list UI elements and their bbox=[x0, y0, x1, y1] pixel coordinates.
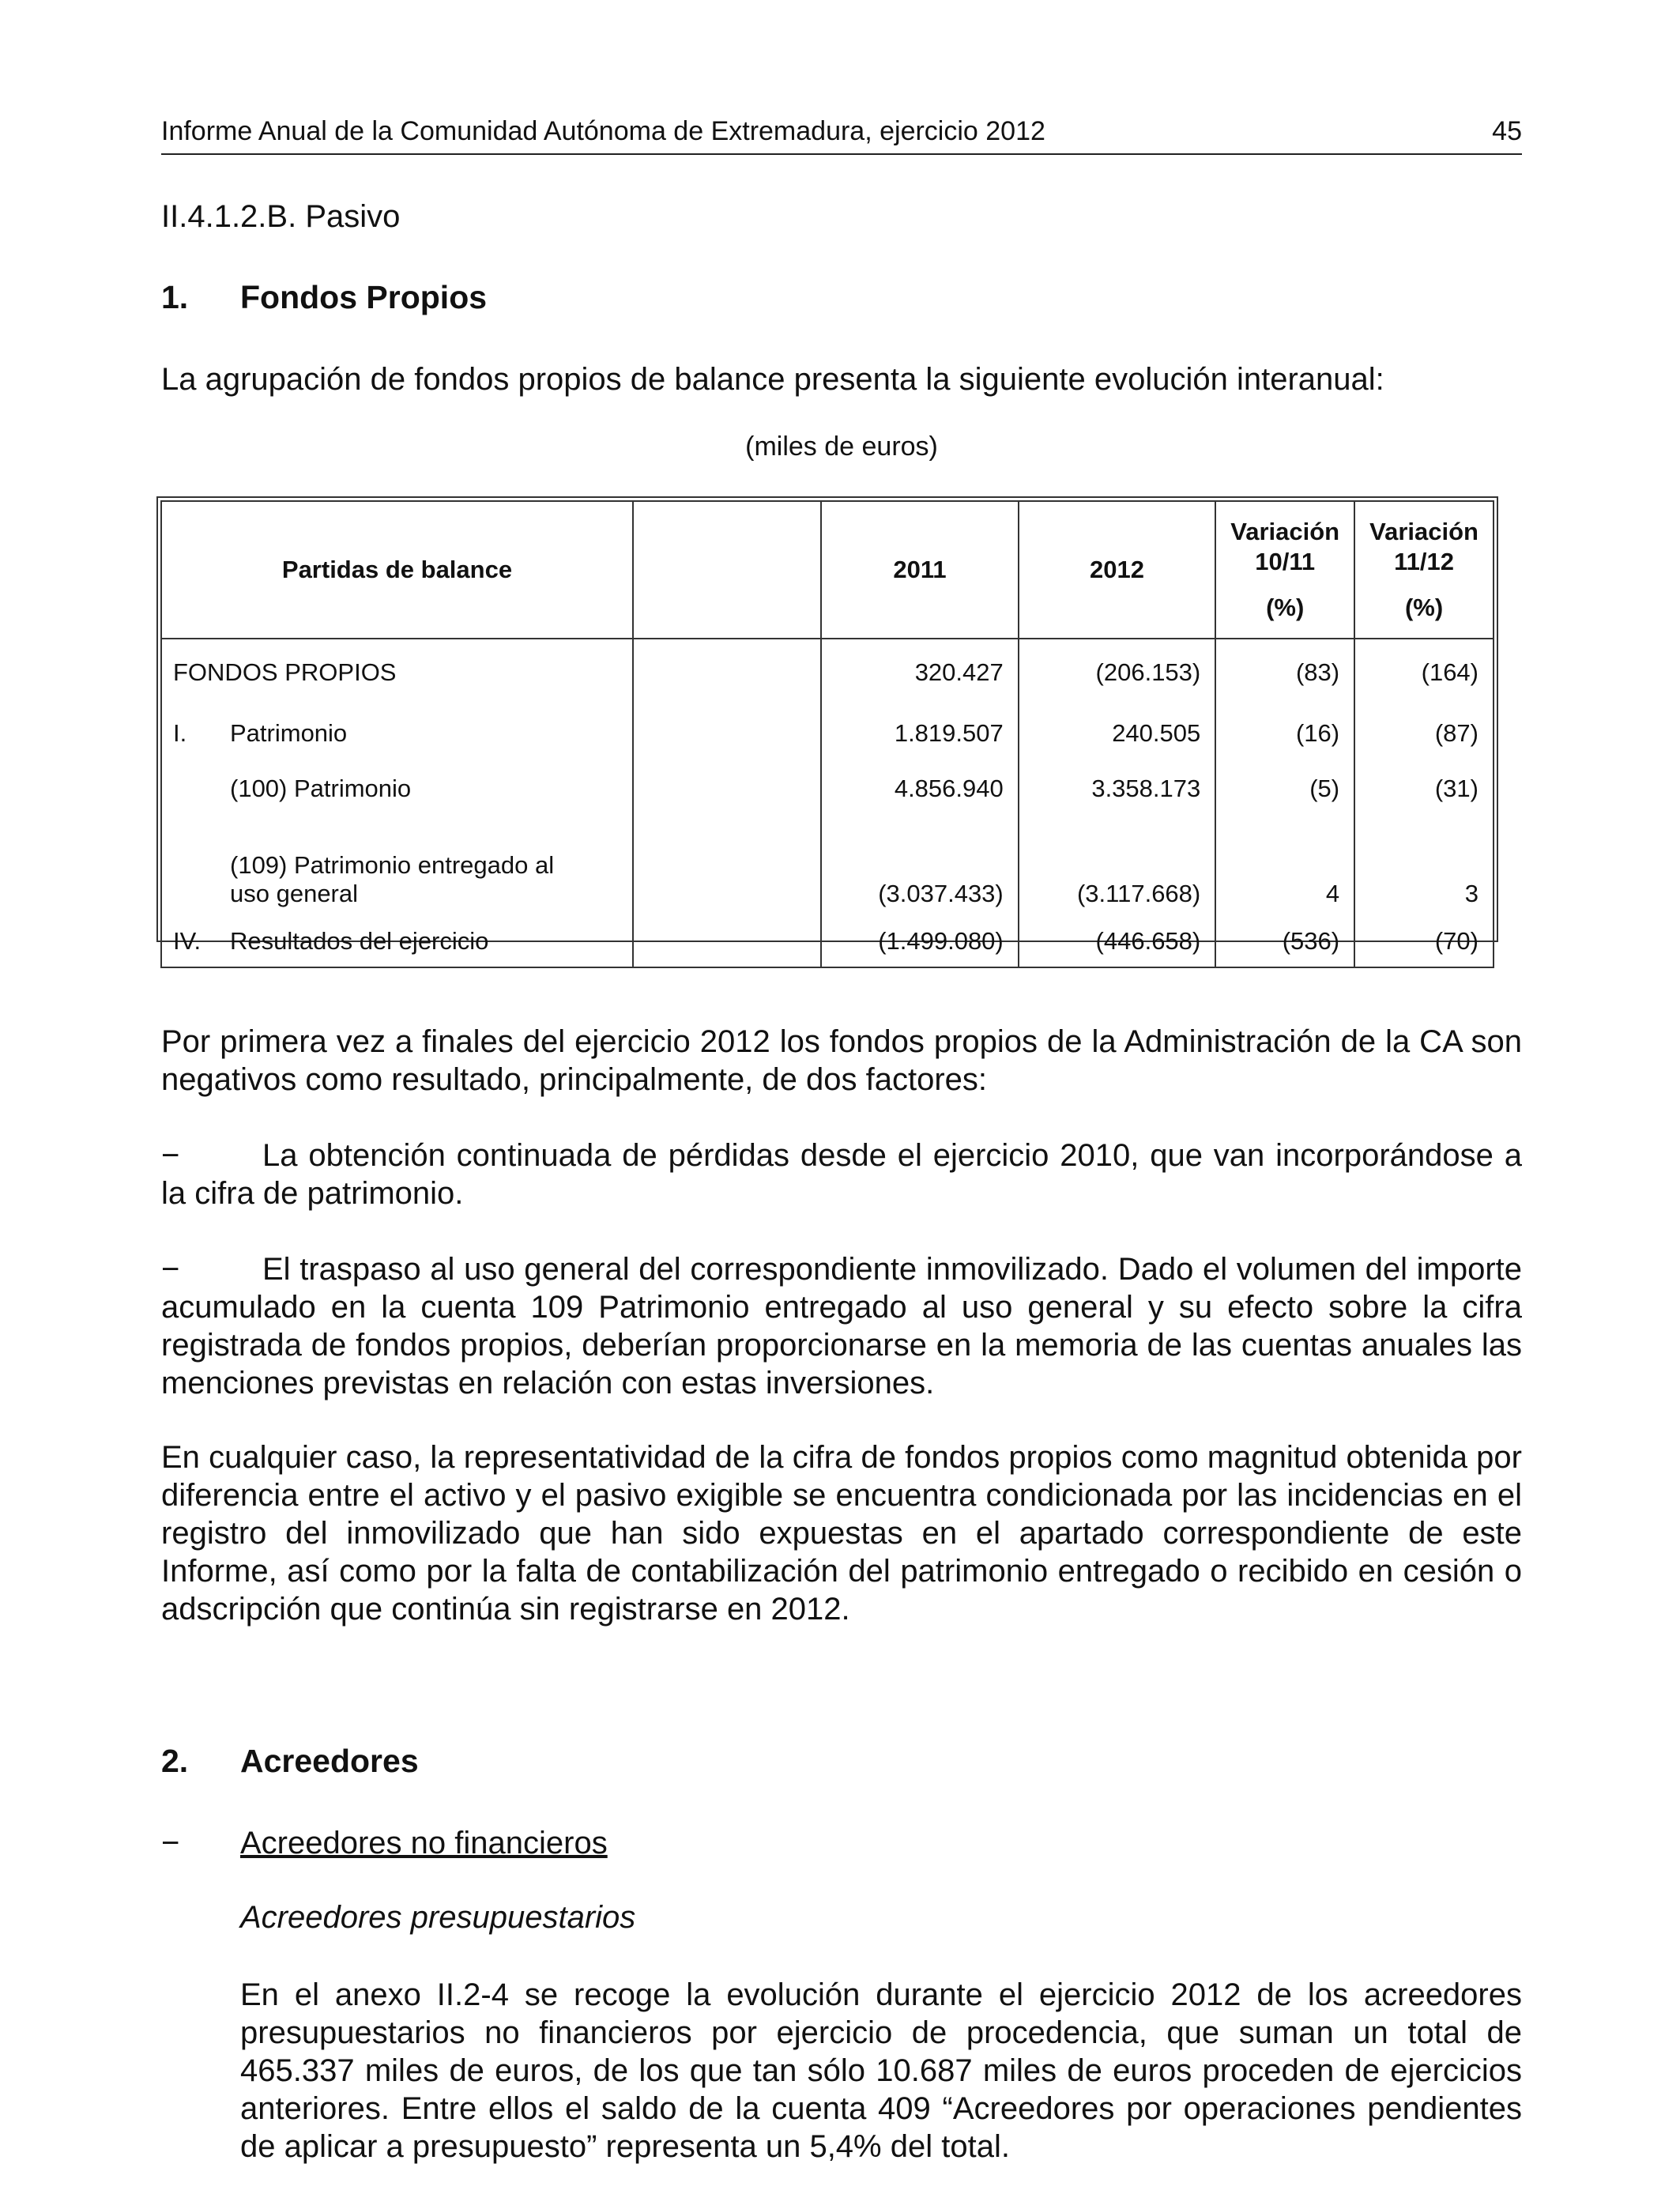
heading-text: Fondos Propios bbox=[240, 279, 488, 315]
row-var2: (31) bbox=[1354, 761, 1494, 816]
row-empty-cell bbox=[633, 639, 821, 706]
row-2012: (446.658) bbox=[1019, 916, 1216, 967]
row-2012: 240.505 bbox=[1019, 706, 1216, 761]
row-var1: (16) bbox=[1215, 706, 1354, 761]
subheading-text: Acreedores no financieros bbox=[240, 1826, 608, 1860]
row-2011: 320.427 bbox=[821, 639, 1019, 706]
paragraph-negative-equity: Por primera vez a finales del ejercicio 2012 los fondos propios de la Administración de la CA son negativos como resultado, principalmente, de dos factores: bbox=[161, 1024, 1522, 1097]
row-var2: 3 bbox=[1354, 816, 1494, 916]
header-2011: 2011 bbox=[821, 501, 1019, 639]
header-variacion-10-11 bbox=[1215, 501, 1354, 639]
page-number: 45 bbox=[1492, 116, 1522, 146]
bullet-transfer bbox=[161, 1250, 1522, 1402]
row-2011: 1.819.507 bbox=[821, 706, 1019, 761]
balance-table bbox=[160, 500, 1494, 968]
header-var2-line2: 11/12 bbox=[1394, 548, 1454, 575]
bullet-text: La obtención continuada de pérdidas desde el ejercicio 2010, que van incorporándose a la cifra de patrimonio. bbox=[161, 1138, 1522, 1211]
row-var1: (5) bbox=[1215, 761, 1354, 816]
table-row bbox=[161, 706, 1494, 761]
bullet-dash: − bbox=[161, 1138, 180, 1173]
header-var1-line1: Variación bbox=[1230, 518, 1340, 545]
header-var2-line3: (%) bbox=[1404, 594, 1444, 621]
row-label-line1: (109) Patrimonio entregado al bbox=[230, 851, 555, 879]
row-label-cell bbox=[161, 706, 633, 761]
row-label-cell bbox=[161, 816, 633, 916]
row-2011: (3.037.433) bbox=[821, 816, 1019, 916]
intro-paragraph: La agrupación de fondos propios de balance presenta la siguiente evolución interanual: bbox=[161, 362, 1384, 397]
header-var1-line2: 10/11 bbox=[1255, 548, 1316, 575]
row-number: I. bbox=[173, 719, 187, 747]
row-label: Patrimonio bbox=[230, 719, 348, 747]
header-partidas: Partidas de balance bbox=[161, 501, 633, 639]
row-var1: 4 bbox=[1215, 816, 1354, 916]
subheading-presupuestarios: Acreedores presupuestarios bbox=[240, 1900, 636, 1935]
row-number: IV. bbox=[173, 927, 202, 955]
row-2012: (3.117.668) bbox=[1019, 816, 1216, 916]
row-var1: (83) bbox=[1215, 639, 1354, 706]
row-empty-cell bbox=[633, 761, 821, 816]
paragraph-anexo: En el anexo II.2-4 se recoge la evolución durante el ejercicio 2012 de los acreedores presupuestarios no financieros por ejercicio de procedencia, que suman un total de 465.337 miles de euros, de los que tan sólo 10.687 miles de euros proceden de ejercicios anteriores. Entre ellos el saldo de la cuenta 409 “Acreedores por operaciones pendientes de aplicar a presupuesto” representa un 5,4% del total. bbox=[240, 1977, 1522, 2164]
table-unit-note: (miles de euros) bbox=[745, 432, 938, 462]
header-var2-line1: Variación bbox=[1369, 518, 1478, 545]
row-label-line2: uso general bbox=[230, 880, 359, 907]
heading-fondos-propios bbox=[161, 278, 487, 316]
table-header-row bbox=[161, 501, 1494, 639]
heading-number: 1. bbox=[161, 279, 189, 315]
header-variacion-11-12 bbox=[1354, 501, 1494, 639]
bullet-dash: − bbox=[161, 1252, 180, 1287]
section-title: II.4.1.2.B. Pasivo bbox=[161, 199, 401, 234]
row-empty-cell bbox=[633, 916, 821, 967]
balance-table-frame bbox=[156, 496, 1498, 955]
paragraph-representativity: En cualquier caso, la representatividad de la cifra de fondos propios como magnitud obtenida por diferencia entre el activo y el pasivo exigible se encuentra condicionada por las incidencias en el registro del inmovilizado que han sido expuestas en el apartado correspondiente de este Informe, así como por la falta de contabilización del patrimonio entregado o recibido en cesión o adscripción que continúa sin registrarse en 2012. bbox=[161, 1440, 1522, 1627]
header-empty bbox=[633, 501, 821, 639]
row-2011: (1.499.080) bbox=[821, 916, 1019, 967]
table-row bbox=[161, 761, 1494, 816]
heading-text: Acreedores bbox=[240, 1743, 419, 1779]
subheading-no-financieros bbox=[161, 1824, 608, 1862]
row-label-cell bbox=[161, 761, 633, 816]
table-row bbox=[161, 639, 1494, 706]
row-label: Resultados del ejercicio bbox=[230, 927, 489, 955]
row-2012: 3.358.173 bbox=[1019, 761, 1216, 816]
row-var1: (536) bbox=[1215, 916, 1354, 967]
header-2012: 2012 bbox=[1019, 501, 1216, 639]
bullet-text: El traspaso al uso general del correspondiente inmovilizado. Dado el volumen del importe acumulado en la cuenta 109 Patrimonio entregado al uso general y su efecto sobre la cifra registrada de fondos propios, deberían proporcionarse en la memoria de las cuentas anuales las menciones previstas en relación con estas inversiones. bbox=[161, 1252, 1522, 1400]
header-title: Informe Anual de la Comunidad Autónoma de Extremadura, ejercicio 2012 bbox=[161, 116, 1045, 146]
row-var2: (70) bbox=[1354, 916, 1494, 967]
row-label: (100) Patrimonio bbox=[230, 775, 412, 802]
subheading-dash: − bbox=[161, 1826, 180, 1860]
table-row bbox=[161, 916, 1494, 967]
heading-number: 2. bbox=[161, 1743, 189, 1779]
row-2011: 4.856.940 bbox=[821, 761, 1019, 816]
row-2012: (206.153) bbox=[1019, 639, 1216, 706]
row-var2: (164) bbox=[1354, 639, 1494, 706]
row-empty-cell bbox=[633, 816, 821, 916]
bullet-losses bbox=[161, 1137, 1522, 1212]
table-row bbox=[161, 816, 1494, 916]
row-label: FONDOS PROPIOS bbox=[173, 658, 397, 686]
row-var2: (87) bbox=[1354, 706, 1494, 761]
row-label-cell bbox=[161, 916, 633, 967]
heading-acreedores bbox=[161, 1742, 419, 1780]
header-var1-line3: (%) bbox=[1266, 594, 1305, 621]
page-header bbox=[161, 115, 1522, 155]
row-empty-cell bbox=[633, 706, 821, 761]
